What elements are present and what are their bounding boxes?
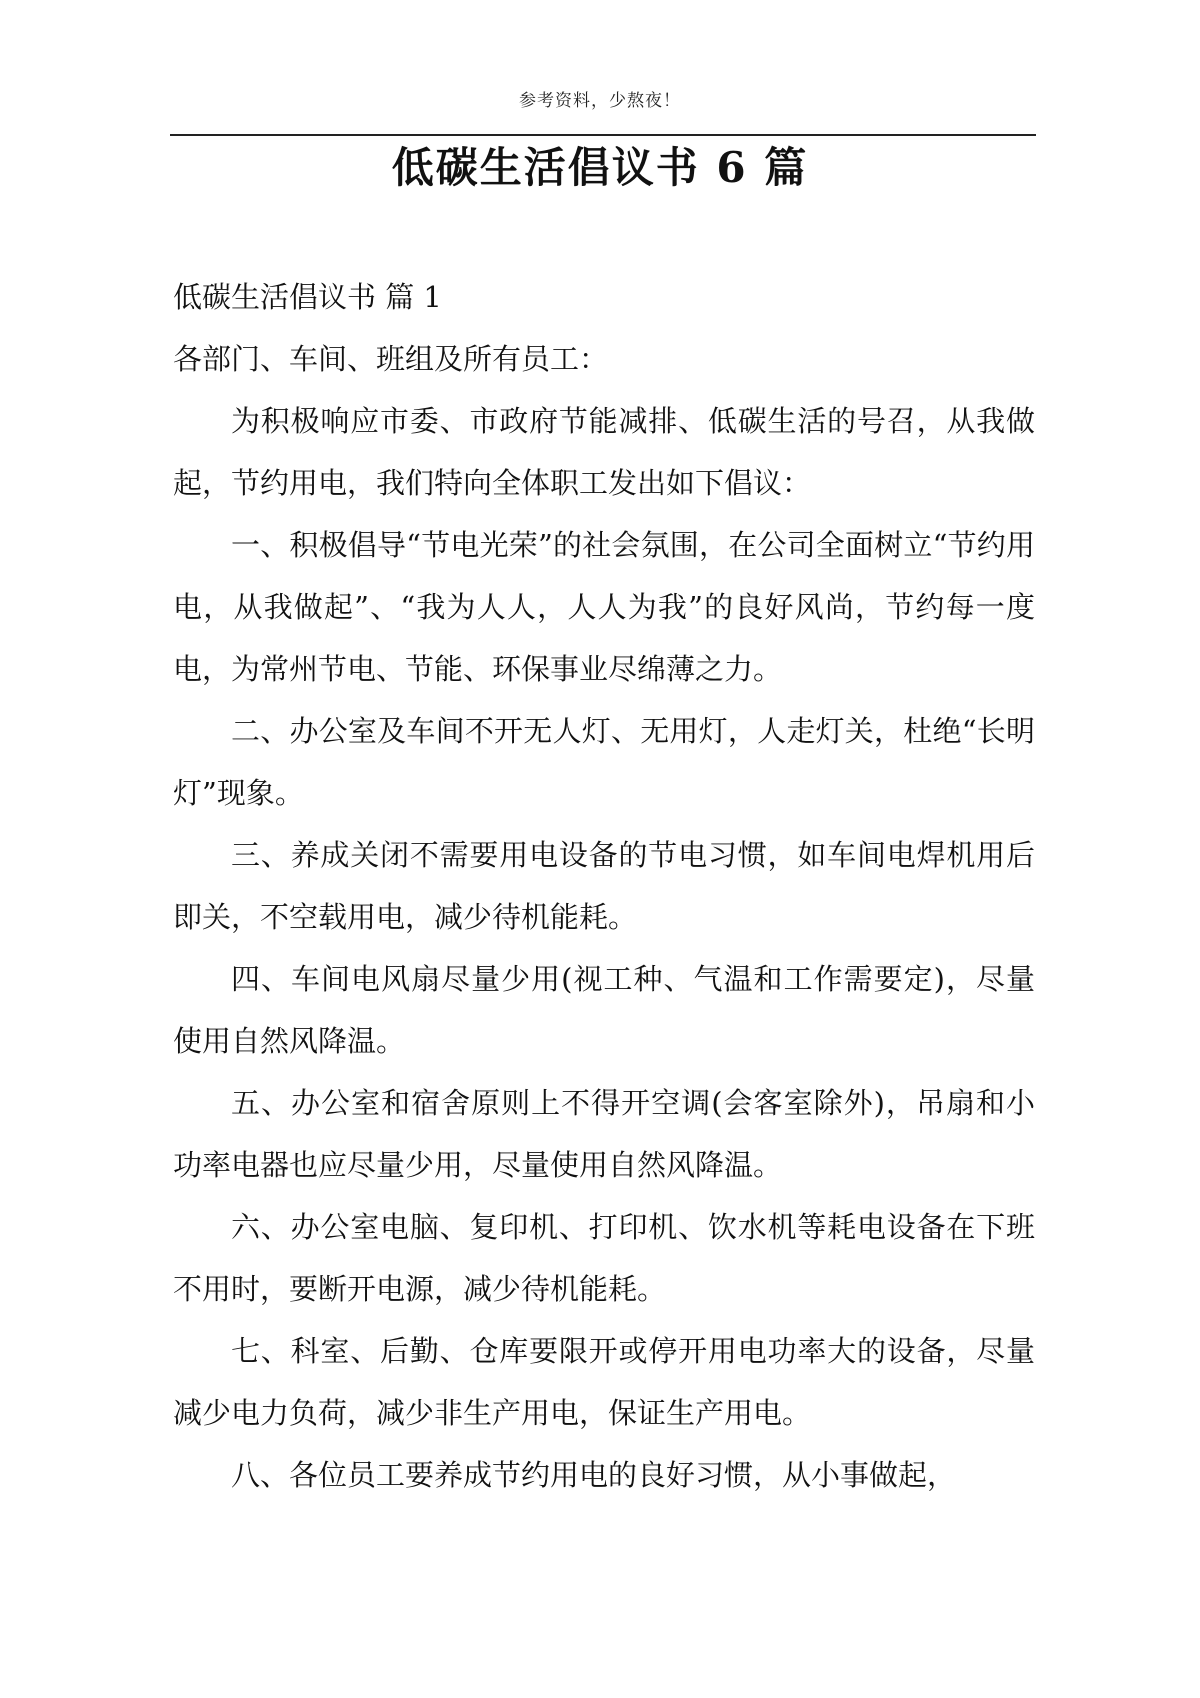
paragraph: 四、车间电风扇尽量少用(视工种、气温和工作需要定)，尽量使用自然风降温。 (173, 962, 1035, 1058)
document-title: 低碳生活倡议书 6 篇 (391, 143, 809, 192)
paragraph: 八、各位员工要养成节约用电的良好习惯，从小事做起， (231, 1458, 957, 1492)
paragraph: 二、办公室及车间不开无人灯、无用灯，人走灯关，杜绝“长明灯”现象。 (173, 714, 1035, 810)
section-heading: 低碳生活倡议书 篇 1 (173, 280, 442, 314)
paragraph: 为积极响应市委、市政府节能减排、低碳生活的号召，从我做起，节约用电，我们特向全体职工发出如下倡议： (173, 404, 1035, 500)
header-note: 参考资料，少熬夜！ (519, 91, 681, 111)
paragraph: 三、养成关闭不需要用电设备的节电习惯，如车间电焊机用后即关，不空载用电，减少待机能耗。 (173, 838, 1035, 934)
document-body (173, 266, 1035, 1506)
paragraph: 一、积极倡导“节电光荣”的社会氛围，在公司全面树立“节约用电，从我做起”、“我为人人，人人为我”的良好风尚，节约每一度电，为常州节电、节能、环保事业尽绵薄之力。 (173, 528, 1035, 686)
paragraph: 五、办公室和宿舍原则上不得开空调(会客室除外)，吊扇和小功率电器也应尽量少用，尽量使用自然风降温。 (173, 1086, 1035, 1182)
paragraph: 七、科室、后勤、仓库要限开或停开用电功率大的设备，尽量减少电力负荷，减少非生产用电，保证生产用电。 (173, 1334, 1035, 1430)
paragraph: 六、办公室电脑、复印机、打印机、饮水机等耗电设备在下班不用时，要断开电源，减少待机能耗。 (173, 1210, 1035, 1306)
salutation: 各部门、车间、班组及所有员工： (173, 342, 609, 376)
header-divider (170, 134, 1036, 136)
